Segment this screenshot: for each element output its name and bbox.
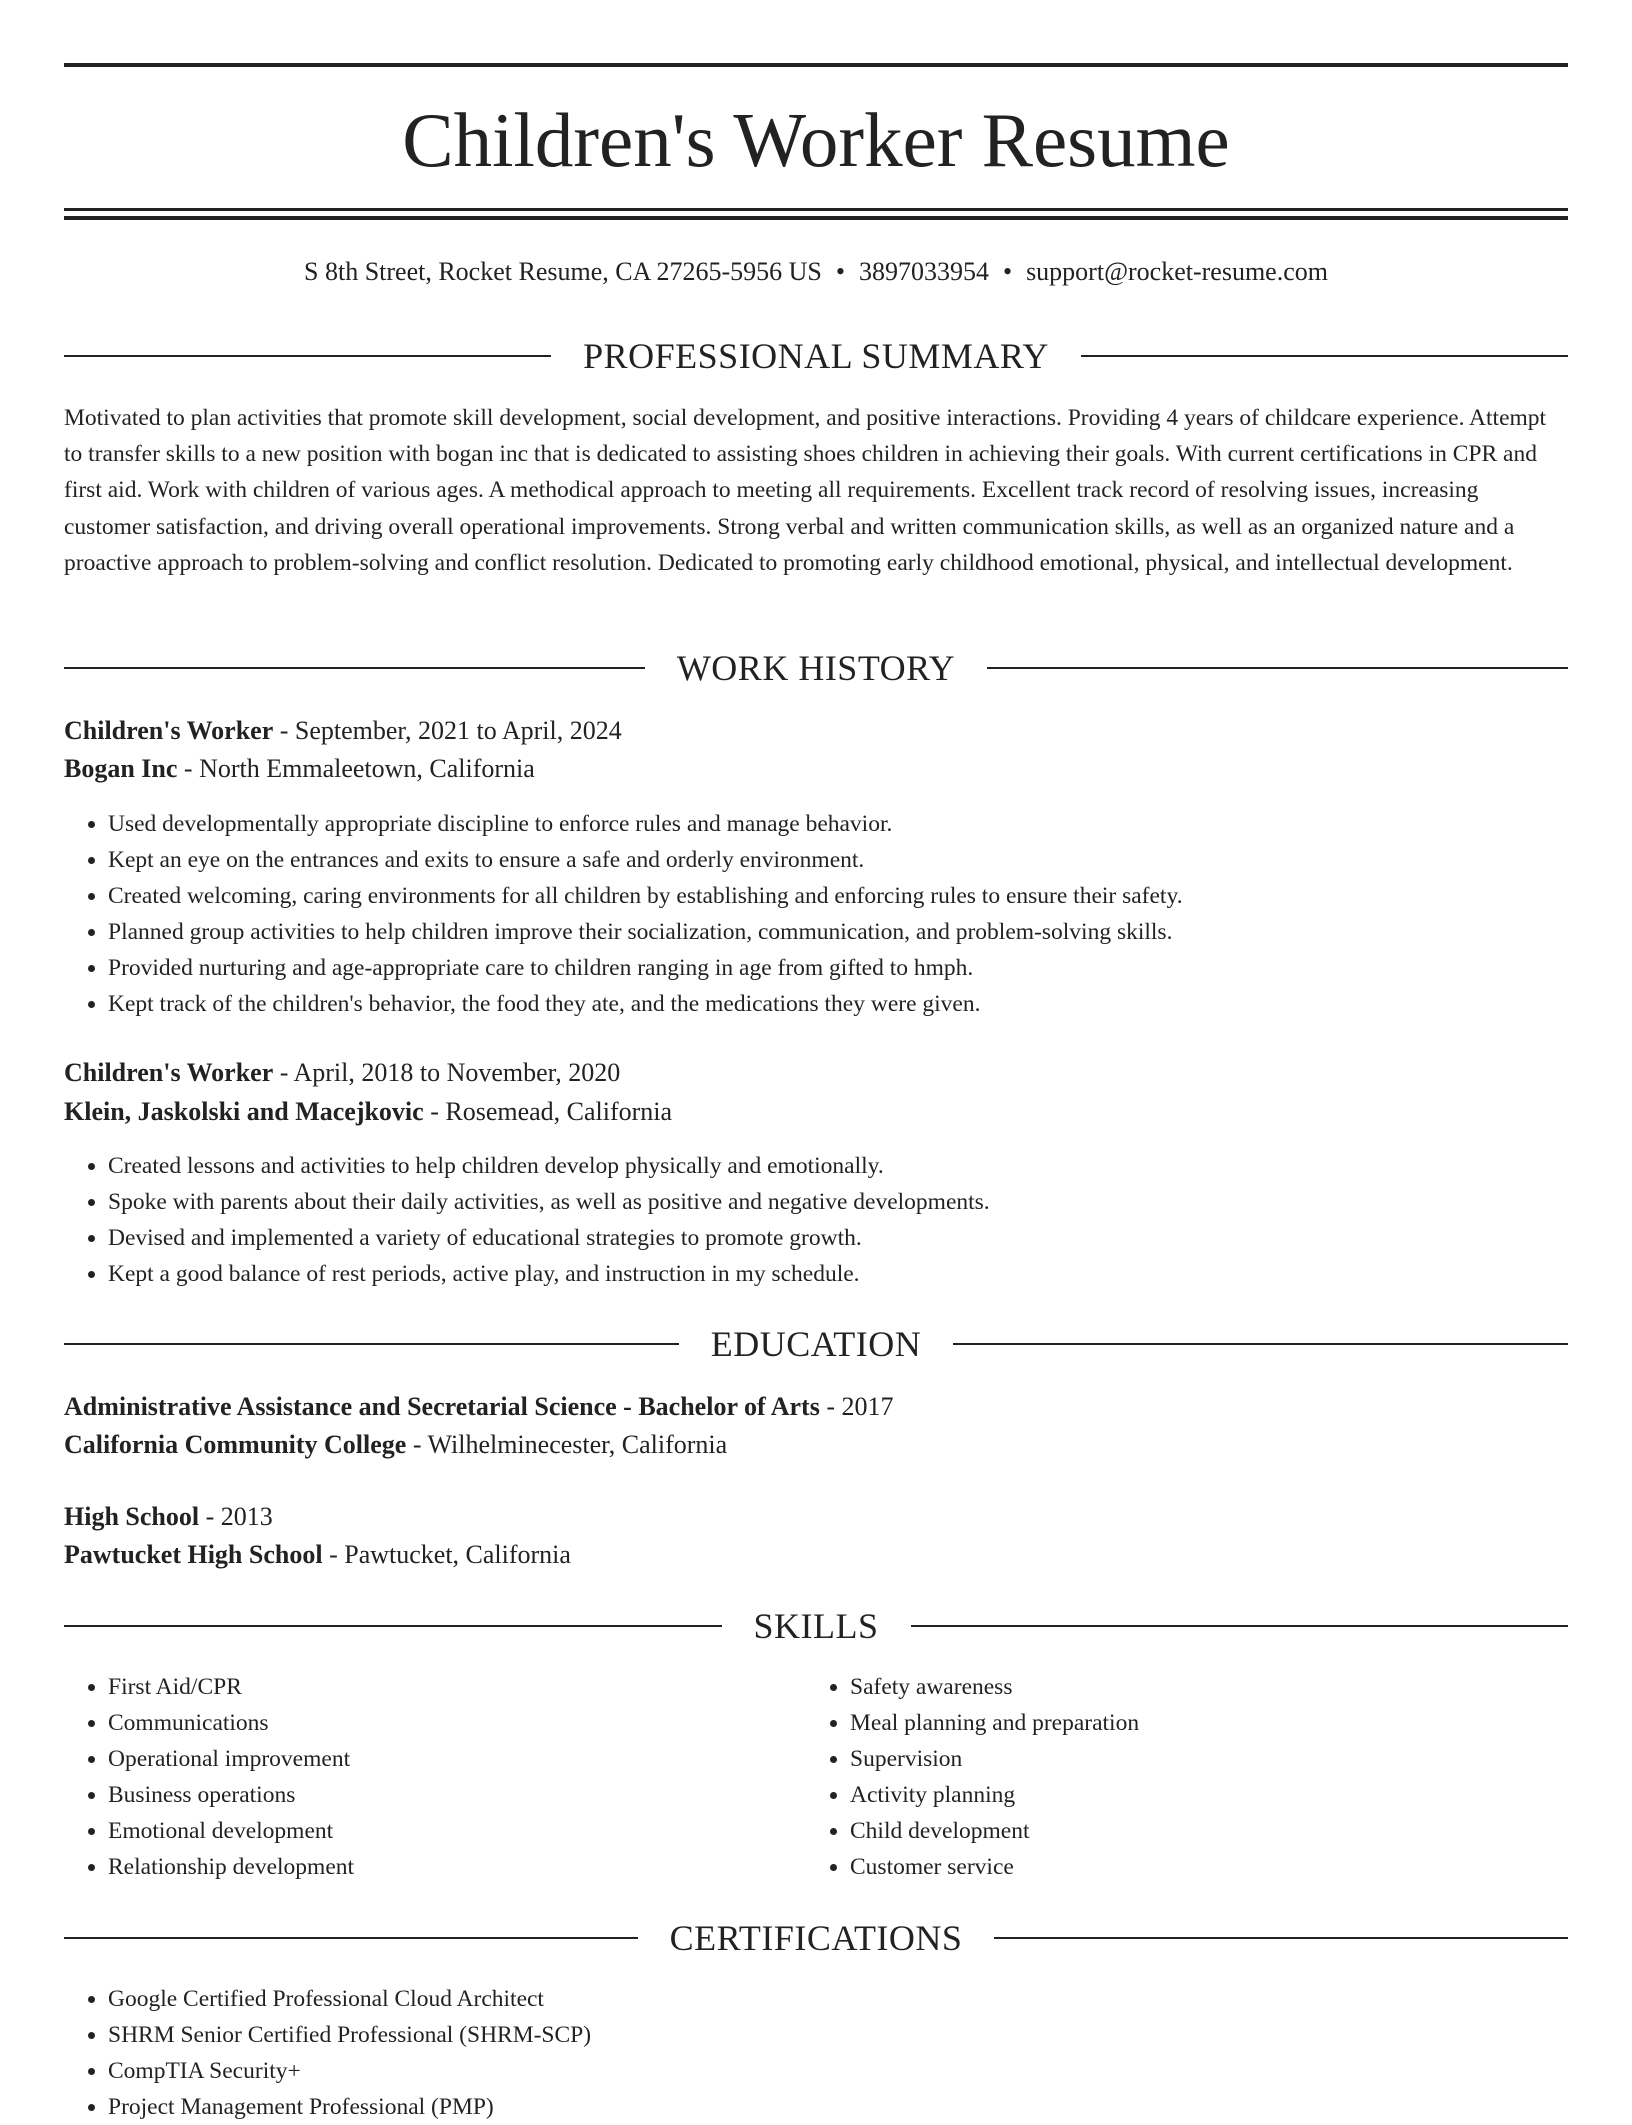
list-item: • Kept track of the children's behavior, the food they ate, and the medications they were given. [108,986,1183,1022]
job-company: Klein, Jaskolski and Macejkovic [64,1097,424,1126]
list-item: • Google Certified Professional Cloud Architect [108,1981,591,2017]
education-school-line [64,1427,727,1463]
contact-separator: • [835,257,845,286]
list-item: • Planned group activities to help children improve their socialization, communication, and problem-solving skills. [108,914,1183,950]
list-item: • Child development [850,1813,1550,1849]
job-company-line [64,751,535,787]
skills-list-right [806,1669,1550,1885]
section-heading-label: EDUCATION [710,1324,922,1364]
heading-rule [1081,355,1568,357]
list-item: • Customer service [850,1849,1550,1885]
list-item: • SHRM Senior Certified Professional (SHRM-SCP) [108,2017,591,2053]
list-item: • Devised and implemented a variety of educational strategies to promote growth. [108,1220,990,1256]
education-year: - 2013 [199,1502,273,1531]
job-dates: - September, 2021 to April, 2024 [273,716,622,745]
heading-rule [64,1625,722,1627]
job-title-line [64,1055,620,1091]
section-heading-work-history [64,646,1568,690]
education-location: - Wilhelminecester, California [406,1430,728,1459]
job-location: - Rosemead, California [423,1097,673,1126]
list-item: • Safety awareness [850,1669,1550,1705]
education-degree-line [64,1499,273,1535]
list-item: • Project Management Professional (PMP) [108,2089,591,2125]
job-duties-list [64,806,1183,1022]
section-heading-label: PROFESSIONAL SUMMARY [583,336,1049,376]
list-item: • Created lessons and activities to help children develop physically and emotionally. [108,1148,990,1184]
section-heading-summary [64,334,1568,378]
education-degree: Administrative Assistance and Secretarial Science - Bachelor of Arts [64,1392,820,1421]
education-degree: High School [64,1502,200,1531]
job-title: Children's Worker [64,716,274,745]
list-item: • Spoke with parents about their daily activities, as well as positive and negative developments. [108,1184,990,1220]
job-dates: - April, 2018 to November, 2020 [273,1058,621,1087]
list-item: • Meal planning and preparation [850,1705,1550,1741]
contact-line [64,254,1568,290]
title-rule-lower [64,216,1568,220]
contact-separator: • [1002,257,1013,286]
section-heading-label: SKILLS [753,1606,879,1646]
list-item: • CompTIA Security+ [108,2053,591,2089]
heading-rule [994,1937,1568,1939]
skills-list-left [64,1669,808,1885]
contact-phone: 3897033954 [858,257,989,286]
job-company-line [64,1094,672,1130]
heading-rule [64,1343,679,1345]
list-item: • First Aid/CPR [108,1669,808,1705]
job-company: Bogan Inc [64,754,178,783]
list-item: • Communications [108,1705,808,1741]
section-heading-education [64,1322,1568,1366]
summary-paragraph: Motivated to plan activities that promote skill development, social development, and positive interactions. Providing 4 years of childcare experience. Attempt to transfer skills to a new position with bogan inc that is dedicated to assisting shoes children in achieving their goals. With current certifications in CPR and first aid. Work with children of various ages. A methodical approach to meeting all requirements. Excellent track record of resolving issues, increasing customer satisfaction, and driving overall operational improvements. Strong verbal and written communication skills, as well as an organized nature and a proactive approach to problem-solving and conflict resolution. Dedicated to promoting early childhood emotional, physical, and intellectual development. [64,405,1547,576]
certifications-list [64,1981,591,2125]
section-heading-label: WORK HISTORY [676,648,956,688]
list-item: • Business operations [108,1777,808,1813]
education-location: - Pawtucket, California [322,1540,571,1569]
resume-title: Children's Worker Resume [402,97,1230,183]
list-item: • Kept a good balance of rest periods, active play, and instruction in my schedule. [108,1256,990,1292]
education-school: Pawtucket High School [64,1540,323,1569]
list-item: • Created welcoming, caring environments for all children by establishing and enforcing rules to ensure their safety. [108,878,1183,914]
job-duties-list [64,1148,990,1292]
section-heading-label: CERTIFICATIONS [669,1918,963,1958]
list-item: • Relationship development [108,1849,808,1885]
list-item: • Provided nurturing and age-appropriate care to children ranging in age from gifted to hmph. [108,950,1183,986]
heading-rule [987,667,1568,669]
list-item: • Used developmentally appropriate discipline to enforce rules and manage behavior. [108,806,1183,842]
job-location: - North Emmaleetown, California [177,754,535,783]
top-rule [64,63,1568,67]
list-item: • Activity planning [850,1777,1550,1813]
education-school: California Community College [64,1430,407,1459]
contact-email: support@rocket-resume.com [1026,257,1328,286]
education-school-line [64,1537,571,1573]
heading-rule [953,1343,1568,1345]
education-degree-line [64,1389,894,1425]
section-heading-skills [64,1604,1568,1648]
contact-address: S 8th Street, Rocket Resume, CA 27265-5956 US [304,257,822,286]
list-item: • Supervision [850,1741,1550,1777]
heading-rule [64,355,551,357]
education-year: - 2017 [819,1392,894,1421]
list-item: • Emotional development [108,1813,808,1849]
list-item: • Operational improvement [108,1741,808,1777]
heading-rule [64,1937,638,1939]
job-title: Children's Worker [64,1058,274,1087]
section-heading-certifications [64,1916,1568,1960]
title-rule-upper [64,208,1568,211]
heading-rule [911,1625,1569,1627]
list-item: • Kept an eye on the entrances and exits to ensure a safe and orderly environment. [108,842,1183,878]
job-title-line [64,713,622,749]
heading-rule [64,667,645,669]
